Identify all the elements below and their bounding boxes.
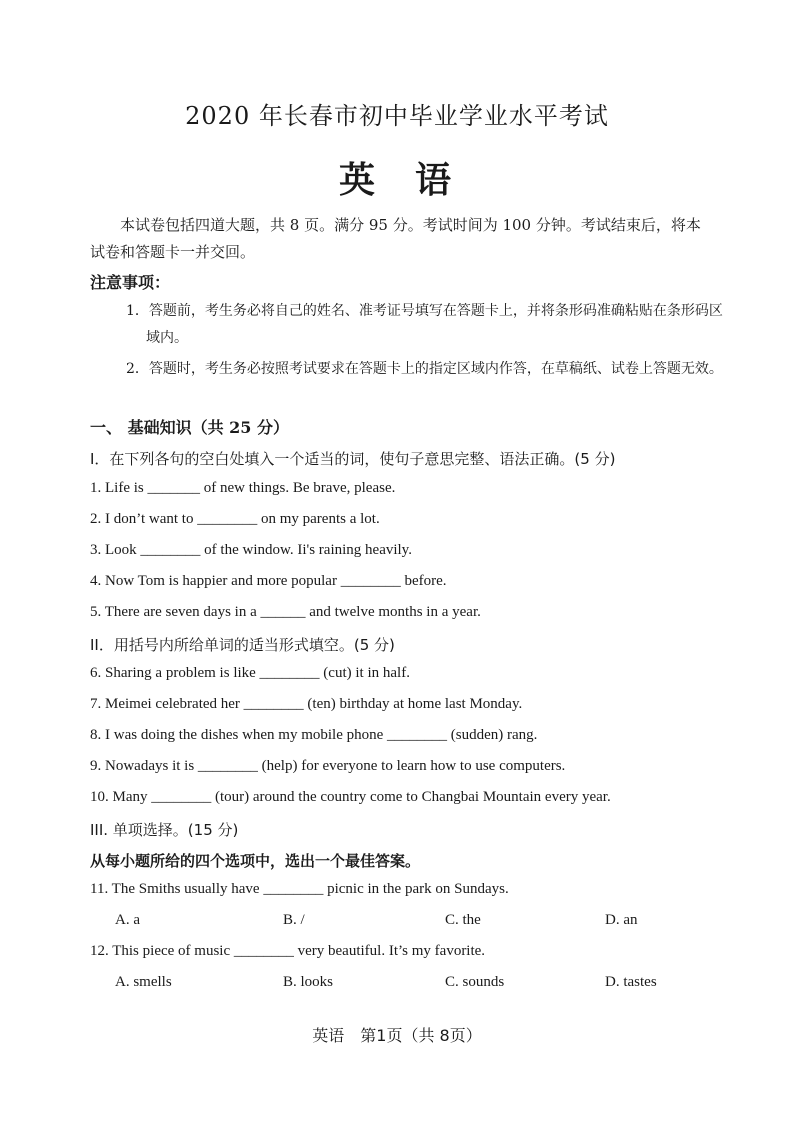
question-item: 4. Now Tom is happier and more popular ________ before. bbox=[90, 573, 447, 589]
part-heading: II．用括号内所给单词的适当形式填空。(5 分) bbox=[90, 636, 395, 654]
option-c: C. the bbox=[445, 912, 481, 928]
exam-intro: 本试卷包括四道大题，共 8 页。满分 95 分。考试时间为 100 分钟。考试结束后，将本试卷和答题卡一并交回。 bbox=[90, 216, 701, 261]
option-a: A. smells bbox=[115, 974, 172, 990]
option-c: C. sounds bbox=[445, 974, 505, 990]
question-item: 1. Life is _______ of new things. Be brave, please. bbox=[90, 480, 396, 496]
section-heading: 一、 基础知识（共 25 分） bbox=[90, 418, 289, 437]
part-heading: III. 单项选择。(15 分) bbox=[90, 821, 239, 839]
note-item: 1．答题前，考生务必将自己的姓名、准考证号填写在答题卡上，并将条形码准确粘贴在条形码区域内。 bbox=[126, 303, 723, 346]
question-item: 5. There are seven days in a ______ and twelve months in a year. bbox=[90, 604, 481, 620]
question-item: 3. Look ________ of the window. Ii's raining heavily. bbox=[90, 542, 412, 558]
note-item: 2．答题时，考生务必按照考试要求在答题卡上的指定区域内作答，在草稿纸、试卷上答题无效。 bbox=[126, 361, 723, 377]
question-item: 11. The Smiths usually have ________ picnic in the park on Sundays. bbox=[90, 881, 509, 897]
exam-title: 2020 年长春市初中毕业学业水平考试 bbox=[185, 102, 609, 130]
part-heading: I．在下列各句的空白处填入一个适当的词，使句子意思完整、语法正确。(5 分) bbox=[90, 450, 616, 468]
option-a: A. a bbox=[115, 912, 140, 928]
option-b: B. looks bbox=[283, 974, 334, 990]
notes-heading: 注意事项： bbox=[90, 273, 171, 292]
question-item: 12. This piece of music ________ very beautiful. It’s my favorite. bbox=[90, 943, 486, 959]
option-d: D. tastes bbox=[605, 974, 657, 990]
question-item: 9. Nowadays it is ________ (help) for everyone to learn how to use computers. bbox=[90, 758, 566, 774]
question-item: 7. Meimei celebrated her ________ (ten) birthday at home last Monday. bbox=[90, 696, 523, 712]
option-d: D. an bbox=[605, 912, 638, 928]
subject-char-2: 语 bbox=[415, 159, 456, 201]
question-item: 6. Sharing a problem is like ________ (cut) it in half. bbox=[90, 665, 410, 681]
question-item: 2. I don’t want to ________ on my parents a lot. bbox=[90, 511, 380, 527]
question-item: 8. I was doing the dishes when my mobile phone ________ (sudden) rang. bbox=[90, 727, 538, 743]
question-item: 10. Many ________ (tour) around the country come to Changbai Mountain every year. bbox=[90, 789, 611, 805]
page-footer: 英语 第1页（共 8页） bbox=[312, 1026, 482, 1045]
subject-char-1: 英 bbox=[338, 159, 379, 201]
part-instruction: 从每小题所给的四个选项中，选出一个最佳答案。 bbox=[90, 852, 421, 870]
option-b: B. / bbox=[283, 912, 305, 928]
subject-title bbox=[0, 152, 794, 203]
